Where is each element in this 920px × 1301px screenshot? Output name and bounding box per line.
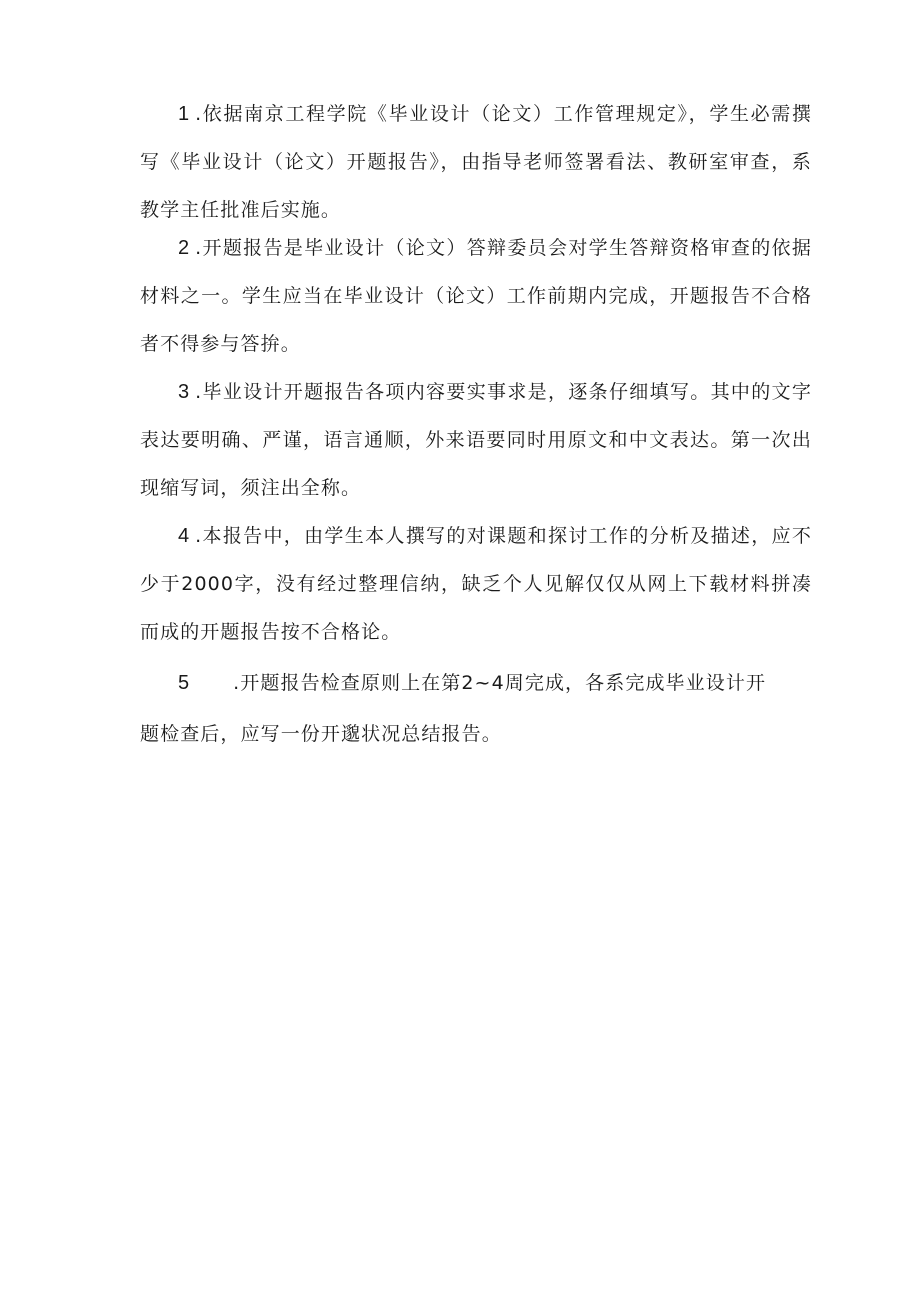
note-number: 2 xyxy=(178,237,190,259)
note-text: .开题报告是毕业设计（论文）答辩委员会对学生答辩资格审查的依据材料之一。学生应当在毕业设计（论文）工作前期内完成，开题报告不合格者不得参与答拚。 xyxy=(140,237,812,355)
note-number: 1 xyxy=(178,103,190,125)
note-number: 5 xyxy=(178,672,190,694)
note-text: .依据南京工程学院《毕业设计（论文）工作管理规定》，学生必需撰写《毕业设计（论文）开题报告》，由指导老师签署看法、教研室审查，系教学主任批准后实施。 xyxy=(140,103,812,221)
note-number: 3 xyxy=(178,381,190,403)
note-text: .毕业设计开题报告各项内容要实事求是，逐条仔细填写。其中的文字表达要明确、严谨，语言通顺，外来语要同时用原文和中文表达。第一次出现缩写词，须注出全称。 xyxy=(140,381,812,499)
note-item-2 xyxy=(140,224,812,368)
note-text: .开题报告检查原则上在第2~4周完成，各系完成毕业设计开 xyxy=(233,672,767,694)
note-item-1 xyxy=(140,90,812,234)
note-text: .本报告中，由学生本人撰写的对课题和探讨工作的分析及描述，应不少于2000字，没有经过整理信纳，缺乏个人见解仅仅从网上下载材料拼凑而成的开题报告按不合格论。 xyxy=(140,525,812,643)
note-item-3 xyxy=(140,368,812,512)
note-item-4 xyxy=(140,512,812,656)
note-item-5-line-2 xyxy=(140,710,502,758)
note-text: 题检查后，应写一份开邈状况总结报告。 xyxy=(140,723,502,745)
note-number: 4 xyxy=(178,525,190,547)
note-item-5-line-1 xyxy=(178,659,766,707)
